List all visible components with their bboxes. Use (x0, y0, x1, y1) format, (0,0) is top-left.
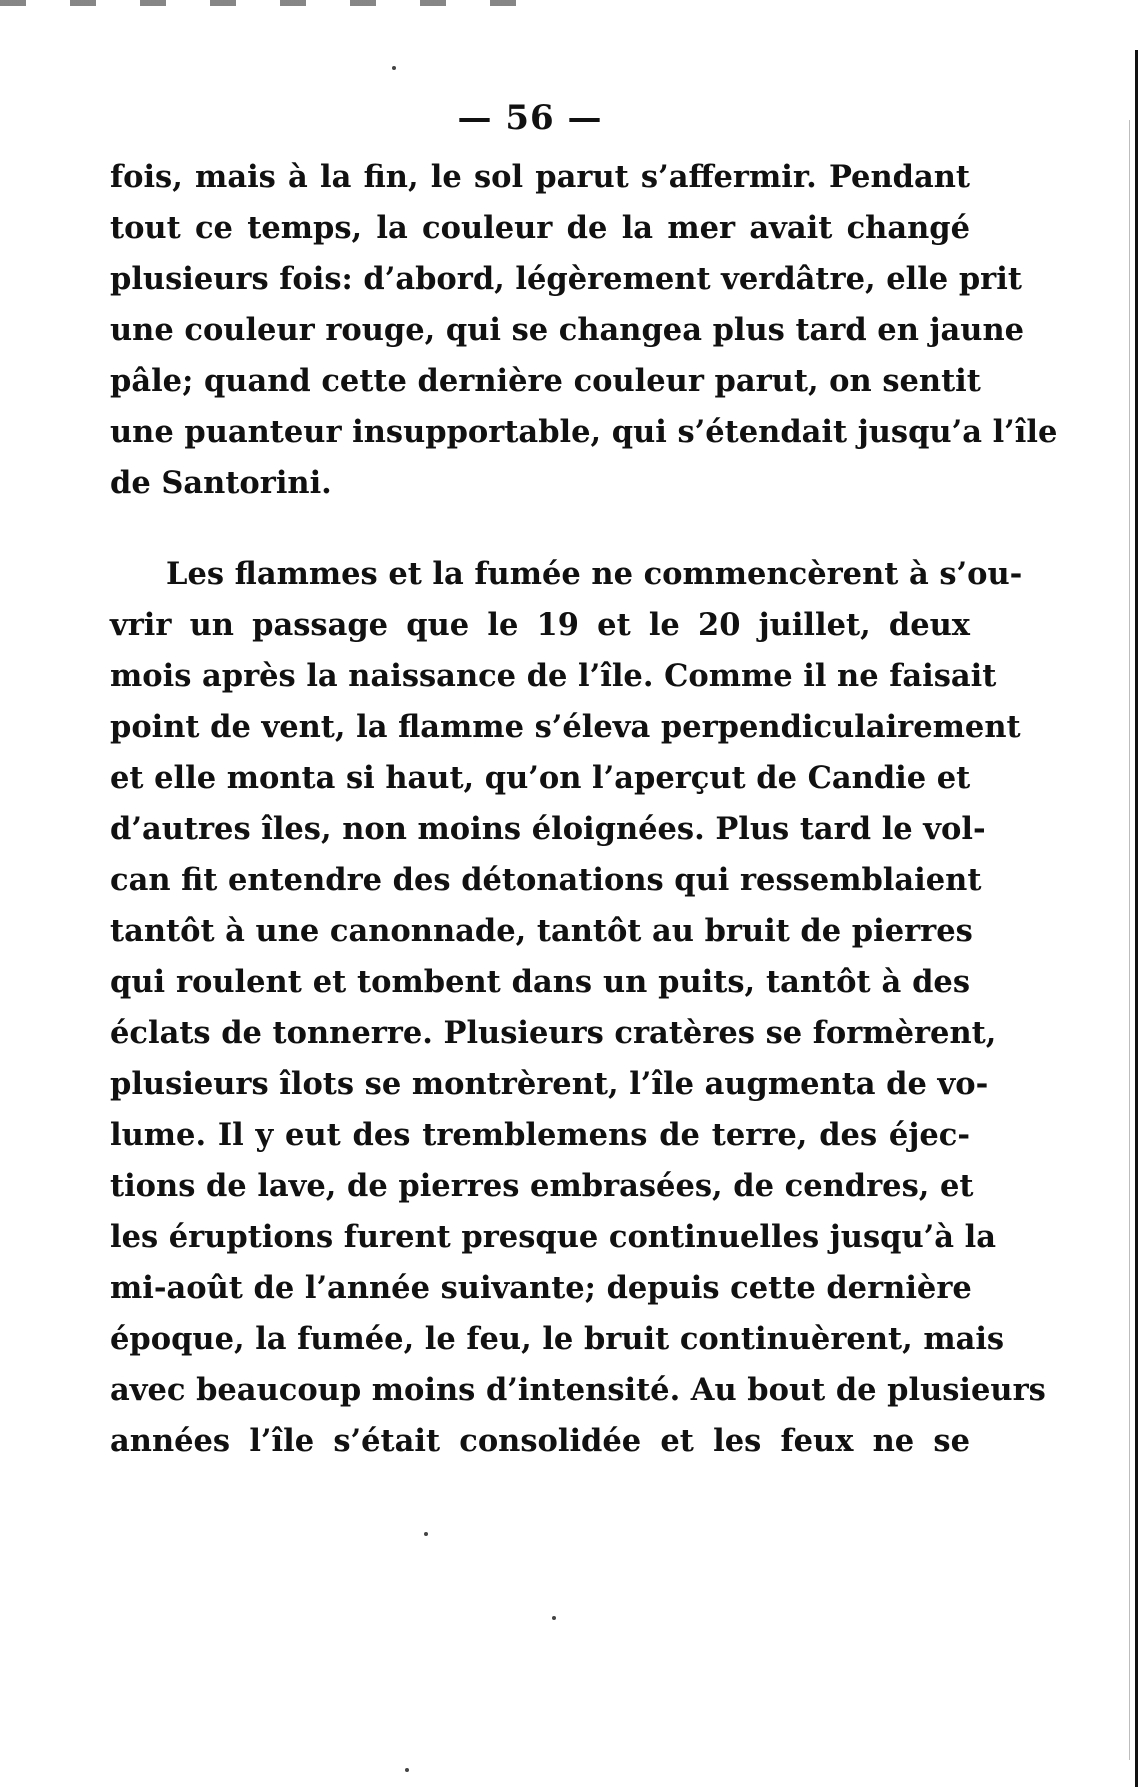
text-line: tout ce temps, la couleur de la mer avait changé (110, 210, 970, 246)
text-line: années l’île s’était consolidée et les feux ne se (110, 1423, 970, 1459)
scan-speck (392, 66, 396, 70)
scan-speck (405, 1768, 409, 1772)
text-line: plusieurs îlots se montrèrent, l’île augmenta de vo- (110, 1066, 989, 1102)
text-line: vrir un passage que le 19 et le 20 juillet, deux (110, 607, 970, 643)
text-line: tantôt à une canonnade, tantôt au bruit de pierres (110, 913, 973, 949)
scan-speck (424, 1532, 428, 1536)
text-line: époque, la fumée, le feu, le bruit continuèrent, mais (110, 1321, 1005, 1357)
text-line: et elle monta si haut, qu’on l’aperçut de Candie et (110, 760, 971, 796)
paragraph-1 (110, 152, 1058, 509)
page-edge-shadow (1129, 120, 1130, 1760)
text-line: éclats de tonnerre. Plusieurs cratères se formèrent, (110, 1015, 997, 1051)
text-line: les éruptions furent presque continuelles jusqu’à la (110, 1219, 997, 1255)
text-line: mois après la naissance de l’île. Comme il ne faisait (110, 658, 997, 694)
page-edge (1135, 50, 1138, 1787)
text-line: fois, mais à la fin, le sol parut s’affermir. Pendant (110, 159, 970, 195)
text-line: une puanteur insupportable, qui s’étendait jusqu’a l’île (110, 414, 1058, 450)
paragraph-2 (110, 549, 1046, 1467)
text-line: tions de lave, de pierres embrasées, de cendres, et (110, 1168, 974, 1204)
text-line: d’autres îles, non moins éloignées. Plus tard le vol- (110, 811, 986, 847)
page-number: — 56 — (457, 98, 603, 138)
text-line: avec beaucoup moins d’intensité. Au bout de plusieurs (110, 1372, 1046, 1408)
text-line: lume. Il y eut des tremblemens de terre, des éjec- (110, 1117, 970, 1153)
scan-artifact-top (0, 0, 520, 6)
text-line: Les flammes et la fumée ne commencèrent à s’ou- (166, 556, 1023, 592)
text-line: une couleur rouge, qui se changea plus tard en jaune (110, 312, 1025, 348)
scan-speck (552, 1616, 556, 1620)
text-line: mi-août de l’année suivante; depuis cette dernière (110, 1270, 972, 1306)
text-line: can fit entendre des détonations qui ressemblaient (110, 862, 982, 898)
text-line: pâle; quand cette dernière couleur parut, on sentit (110, 363, 981, 399)
text-line: qui roulent et tombent dans un puits, tantôt à des (110, 964, 970, 1000)
text-line: plusieurs fois: d’abord, légèrement verdâtre, elle prit (110, 261, 1022, 297)
text-line: de Santorini. (110, 465, 332, 501)
text-line: point de vent, la flamme s’éleva perpendiculairement (110, 709, 1021, 745)
